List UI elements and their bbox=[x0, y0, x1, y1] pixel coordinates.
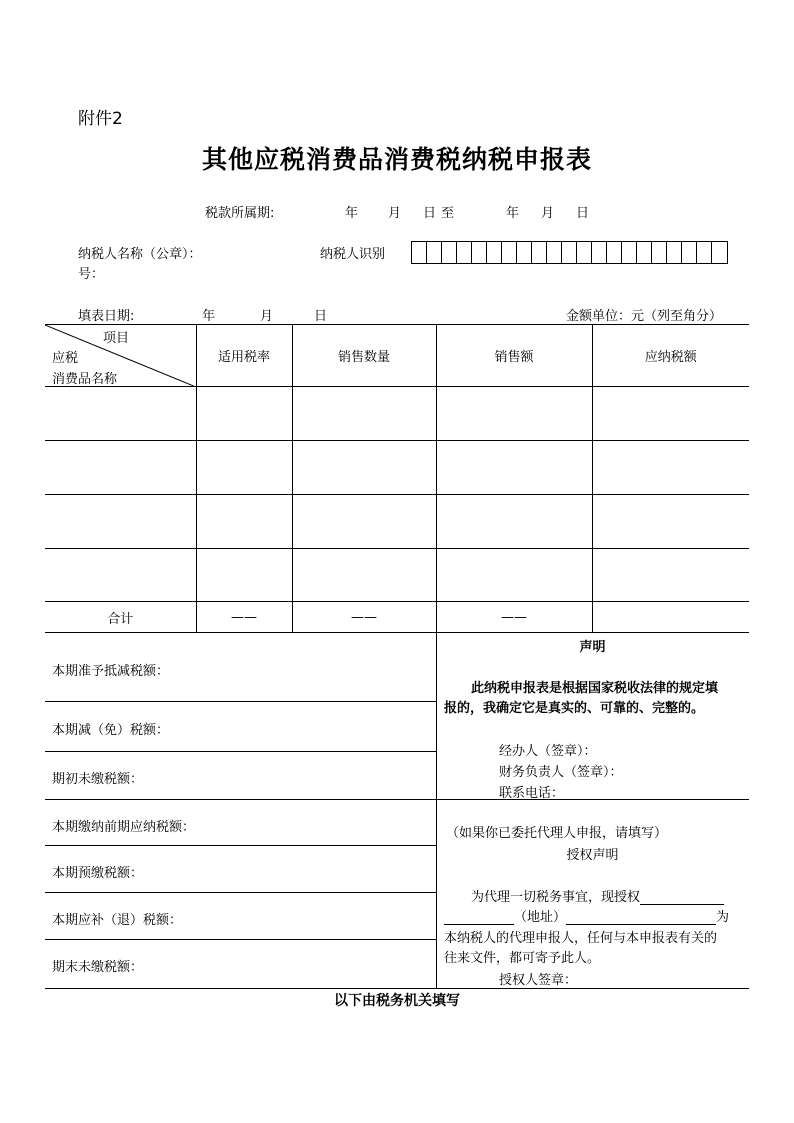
contact-phone: 联系电话： bbox=[499, 786, 565, 801]
table-row bbox=[45, 495, 749, 549]
tax-table bbox=[45, 324, 749, 633]
period-day-start: 日 bbox=[423, 206, 437, 221]
fill-year: 年 bbox=[202, 309, 216, 324]
handler-signature: 经办人（签章）： bbox=[499, 744, 597, 759]
taxpayer-id-digit-box[interactable] bbox=[472, 242, 487, 263]
sales-amount-cell[interactable] bbox=[436, 495, 592, 549]
period-month-start: 月 bbox=[388, 206, 402, 221]
corner-label-item: 项目 bbox=[103, 331, 130, 346]
period-day-end: 日 bbox=[576, 206, 590, 221]
row-divider bbox=[45, 799, 749, 800]
corner-label-product-name: 消费品名称 bbox=[52, 372, 118, 387]
taxpayer-id-boxes[interactable] bbox=[411, 241, 728, 264]
taxpayer-id-digit-box[interactable] bbox=[487, 242, 502, 263]
authorizer-signature: 授权人签章： bbox=[499, 973, 578, 988]
declaration-text-1: 此纳税申报表是根据国家税收法律的规定填 bbox=[471, 681, 719, 696]
total-row bbox=[45, 602, 749, 633]
total-tax-rate-dash: —— bbox=[196, 602, 292, 633]
item-prepaid-tax: 本期预缴税额： bbox=[52, 866, 144, 881]
corner-header-cell bbox=[45, 325, 196, 387]
table-row bbox=[45, 549, 749, 602]
period-to: 至 bbox=[441, 206, 455, 221]
address-blank[interactable] bbox=[566, 911, 716, 925]
authorization-line-1 bbox=[471, 886, 724, 905]
authorization-line-3: 本纳税人的代理申报人，任何与本申报表有关的 bbox=[444, 931, 718, 946]
tax-rate-cell[interactable] bbox=[196, 441, 292, 495]
row-divider bbox=[45, 939, 436, 940]
taxpayer-id-digit-box[interactable] bbox=[712, 242, 727, 263]
authorization-line-2-suffix: 为 bbox=[716, 910, 730, 925]
col-header-tax-payable: 应纳税额 bbox=[592, 325, 749, 387]
total-tax-payable-cell[interactable] bbox=[592, 602, 749, 633]
sales-quantity-cell[interactable] bbox=[292, 441, 436, 495]
declaration-text-2: 报的，我确定它是真实的、可靠的、完整的。 bbox=[444, 701, 705, 716]
product-name-cell[interactable] bbox=[45, 387, 196, 441]
taxpayer-id-digit-box[interactable] bbox=[577, 242, 592, 263]
col-header-sales-quantity: 销售数量 bbox=[292, 325, 436, 387]
period-year-end: 年 bbox=[506, 206, 520, 221]
row-divider bbox=[45, 701, 436, 702]
table-header-row bbox=[45, 325, 749, 387]
taxpayer-id-digit-box[interactable] bbox=[412, 242, 427, 263]
tax-rate-cell[interactable] bbox=[196, 495, 292, 549]
taxpayer-id-digit-box[interactable] bbox=[517, 242, 532, 263]
table-row bbox=[45, 441, 749, 495]
fill-month: 月 bbox=[260, 309, 274, 324]
product-name-cell[interactable] bbox=[45, 549, 196, 602]
agent-name-blank-cont[interactable] bbox=[444, 911, 514, 925]
period-label: 税款所属期: bbox=[205, 206, 275, 221]
taxpayer-name-label: 纳税人名称（公章）： bbox=[78, 247, 202, 262]
finance-head-signature: 财务负责人（签章）： bbox=[499, 765, 623, 780]
taxpayer-id-digit-box[interactable] bbox=[562, 242, 577, 263]
attachment-label: 附件2 bbox=[78, 109, 123, 129]
total-quantity-dash: —— bbox=[292, 602, 436, 633]
taxpayer-id-digit-box[interactable] bbox=[442, 242, 457, 263]
tax-payable-cell[interactable] bbox=[592, 441, 749, 495]
period-month-end: 月 bbox=[541, 206, 555, 221]
product-name-cell[interactable] bbox=[45, 495, 196, 549]
authorization-line-2 bbox=[444, 906, 729, 925]
row-divider bbox=[45, 892, 436, 893]
authorization-line-1-text: 为代理一切税务事宜，现授权 bbox=[471, 890, 641, 905]
tax-authority-section-title: 以下由税务机关填写 bbox=[334, 993, 460, 1009]
sales-amount-cell[interactable] bbox=[436, 549, 592, 602]
tax-payable-cell[interactable] bbox=[592, 387, 749, 441]
form-title: 其他应税消费品消费税纳税申报表 bbox=[201, 145, 592, 174]
taxpayer-id-digit-box[interactable] bbox=[652, 242, 667, 263]
sales-quantity-cell[interactable] bbox=[292, 549, 436, 602]
address-label: （地址） bbox=[514, 910, 567, 925]
taxpayer-id-digit-box[interactable] bbox=[547, 242, 562, 263]
item-closing-unpaid-tax: 期末未缴税额： bbox=[52, 960, 144, 975]
row-divider bbox=[45, 751, 436, 752]
taxpayer-id-digit-box[interactable] bbox=[502, 242, 517, 263]
tax-payable-cell[interactable] bbox=[592, 495, 749, 549]
col-header-sales-amount: 销售额 bbox=[436, 325, 592, 387]
table-row bbox=[45, 387, 749, 441]
row-divider bbox=[45, 845, 436, 846]
taxpayer-id-digit-box[interactable] bbox=[697, 242, 712, 263]
product-name-cell[interactable] bbox=[45, 441, 196, 495]
total-sales-dash: —— bbox=[436, 602, 592, 633]
taxpayer-id-digit-box[interactable] bbox=[592, 242, 607, 263]
agent-name-blank[interactable] bbox=[640, 891, 724, 905]
item-opening-unpaid-tax: 期初未缴税额： bbox=[52, 772, 144, 787]
lower-section bbox=[45, 632, 749, 989]
authorization-title: 授权声明 bbox=[566, 848, 619, 863]
item-deductible-tax: 本期准予抵减税额： bbox=[52, 664, 170, 679]
taxpayer-id-digit-box[interactable] bbox=[637, 242, 652, 263]
taxpayer-id-digit-box[interactable] bbox=[622, 242, 637, 263]
lower-divider bbox=[436, 632, 437, 988]
taxpayer-id-digit-box[interactable] bbox=[532, 242, 547, 263]
fill-day: 日 bbox=[314, 309, 328, 324]
taxpayer-id-digit-box[interactable] bbox=[682, 242, 697, 263]
taxpayer-id-label: 纳税人识别 bbox=[320, 247, 386, 262]
taxpayer-id-digit-box[interactable] bbox=[667, 242, 682, 263]
item-reduced-exempt-tax: 本期减（免）税额： bbox=[52, 723, 170, 738]
corner-label-taxable: 应税 bbox=[52, 351, 79, 366]
tax-rate-cell[interactable] bbox=[196, 387, 292, 441]
authorization-note: （如果你已委托代理人申报，请填写） bbox=[446, 826, 668, 841]
fill-date-label: 填表日期: bbox=[78, 309, 135, 324]
taxpayer-id-digit-box[interactable] bbox=[457, 242, 472, 263]
period-year-start: 年 bbox=[345, 206, 359, 221]
taxpayer-id-digit-box[interactable] bbox=[607, 242, 622, 263]
tax-payable-cell[interactable] bbox=[592, 549, 749, 602]
col-header-tax-rate: 适用税率 bbox=[196, 325, 292, 387]
total-label: 合计 bbox=[45, 602, 196, 633]
sales-amount-cell[interactable] bbox=[436, 387, 592, 441]
item-tax-due-refund: 本期应补（退）税额： bbox=[52, 913, 183, 928]
authorization-line-4: 往来文件，都可寄予此人。 bbox=[444, 951, 601, 966]
tax-rate-cell[interactable] bbox=[196, 549, 292, 602]
item-prior-period-tax-paid: 本期缴纳前期应纳税额： bbox=[52, 820, 196, 835]
taxpayer-id-label-cont: 号： bbox=[78, 267, 105, 282]
amount-unit: 金额单位：元（列至角分） bbox=[566, 309, 723, 324]
sales-quantity-cell[interactable] bbox=[292, 387, 436, 441]
sales-quantity-cell[interactable] bbox=[292, 495, 436, 549]
taxpayer-id-digit-box[interactable] bbox=[427, 242, 442, 263]
sales-amount-cell[interactable] bbox=[436, 441, 592, 495]
declaration-title: 声明 bbox=[579, 640, 606, 655]
